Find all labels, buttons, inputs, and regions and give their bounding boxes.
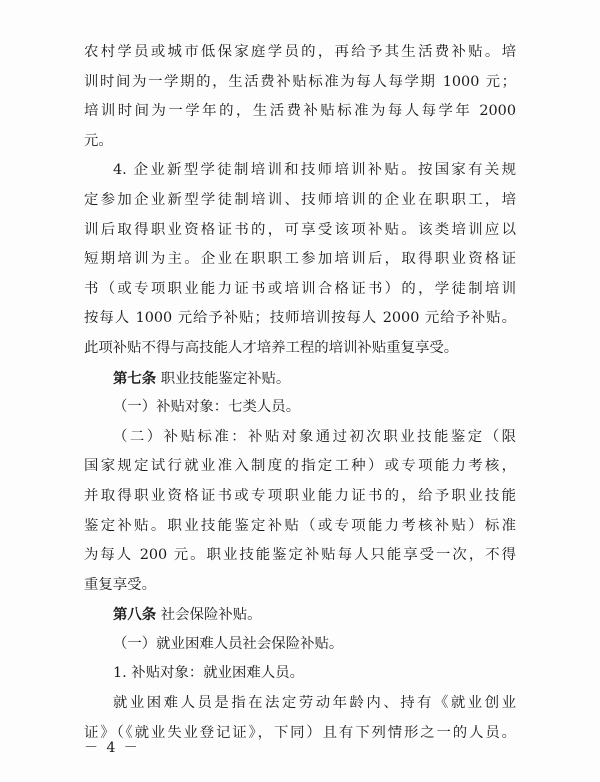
text-line: 证》（《就业失业登记证》，下同）且有下列情形之一的人员。 <box>84 724 516 741</box>
text-line: 按每人 1000 元给予补贴；技师培训按每人 2000 元给予补贴。 <box>84 310 516 327</box>
text-line: 短期培训为主。企业在职职工参加培训后，取得职业资格证 <box>84 251 516 268</box>
text-line: 4. 企业新型学徒制培训和技师培训补贴。按国家有关规 <box>113 162 516 179</box>
article-7-heading <box>84 364 516 394</box>
text-line: 此项补贴不得与高技能人才培养工程的培训补贴重复享受。 <box>84 339 459 356</box>
text-line: 就业困难人员是指在法定劳动年龄内、持有《就业创业 <box>113 695 516 712</box>
text-line: 训时间为一学期的，生活费补贴标准为每人每学期 1000 元； <box>84 73 516 90</box>
article-7-title: 第七条 <box>113 369 157 387</box>
article-7-item-1: （一）补贴对象：七类人员。 <box>113 399 301 416</box>
text-line: 国家规定试行就业准入制度的指定工种）或专项能力考核， <box>84 458 516 475</box>
text-line: 农村学员或城市低保家庭学员的，再给予其生活费补贴。培 <box>84 44 516 60</box>
text-line: 为每人 200 元。职业技能鉴定补贴每人只能享受一次，不得 <box>84 547 516 564</box>
page-number: － 4 － <box>84 740 140 756</box>
text-line: 培训时间为一学年的，生活费补贴标准为每人每学年 2000 <box>84 103 516 120</box>
text-line: 定参加企业新型学徒制培训、技师培训的企业在职职工，培 <box>84 191 516 208</box>
text-line: 鉴定补贴。职业技能鉴定补贴（或专项能力考核补贴）标准 <box>84 517 516 534</box>
text-line: 并取得职业资格证书或专项职业能力证书的，给予职业技能 <box>84 487 516 504</box>
text-line: （二）补贴标准：补贴对象通过初次职业技能鉴定（限 <box>113 428 516 445</box>
document-body <box>84 38 516 748</box>
text-line: 训后取得职业资格证书的，可享受该项补贴。该类培训应以 <box>84 221 516 238</box>
article-8-sub-1: 1. 补贴对象：就业困难人员。 <box>113 665 304 682</box>
article-7-heading-text: 职业技能鉴定补贴。 <box>160 370 291 387</box>
article-8-heading <box>84 600 516 630</box>
article-8-heading-text: 社会保险补贴。 <box>160 607 262 624</box>
article-8-item-1: （一）就业困难人员社会保险补贴。 <box>113 635 344 652</box>
text-line: 元。 <box>84 132 113 149</box>
article-8-title: 第八条 <box>113 606 157 624</box>
text-line: 重复享受。 <box>84 576 156 593</box>
text-line: 书（或专项职业能力证书或培训合格证书）的，学徒制培训 <box>84 280 516 297</box>
